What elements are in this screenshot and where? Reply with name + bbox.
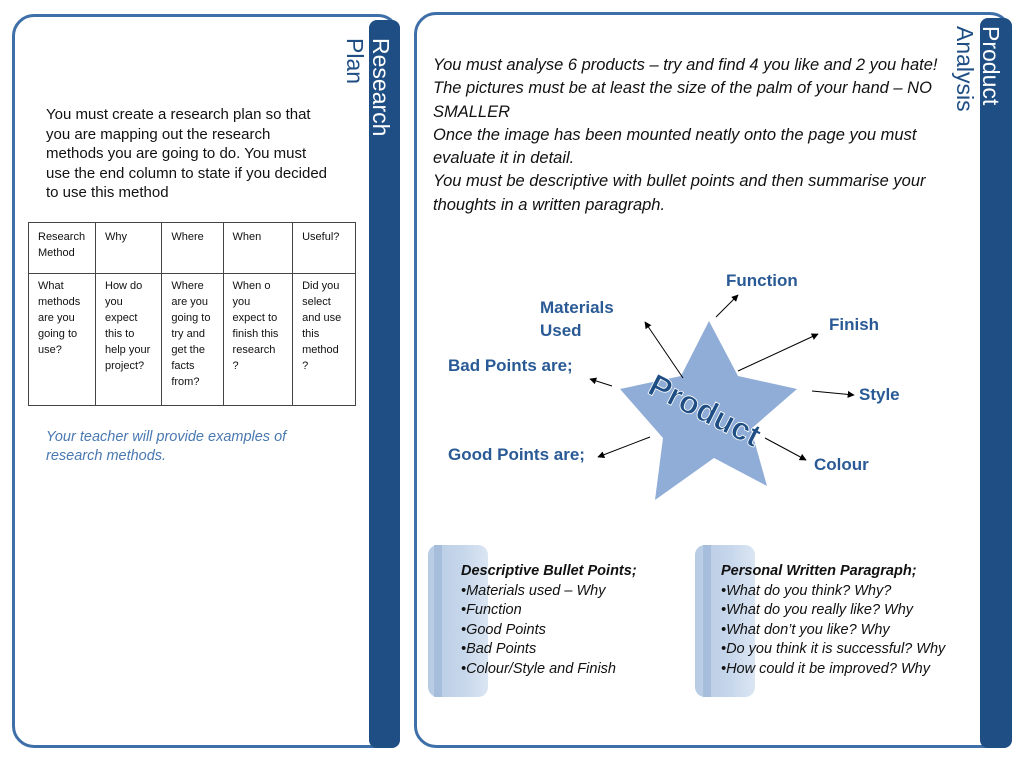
list-item: •Colour/Style and Finish xyxy=(461,660,616,677)
label-style: Style xyxy=(859,385,900,404)
label-finish: Finish xyxy=(829,315,880,334)
arrow-colour xyxy=(765,438,806,460)
table-header-cell: When xyxy=(223,223,293,274)
list-item: •Good Points xyxy=(461,621,546,638)
descriptive-bullets-list xyxy=(461,562,691,679)
list-item: •Materials used – Why xyxy=(461,582,606,599)
table-cell: When o you expect to finish this research ? xyxy=(223,274,293,406)
label-colour: Colour xyxy=(814,455,869,474)
table-row xyxy=(29,274,356,406)
list-item: •What do you think? Why? xyxy=(721,582,892,599)
arrow-good-points xyxy=(598,437,650,457)
list-item: •Do you think it is successful? Why xyxy=(721,641,946,657)
book-spine-decoration xyxy=(703,545,711,697)
product-analysis-intro xyxy=(433,54,938,217)
research-plan-title xyxy=(342,38,394,208)
list-title: Personal Written Paragraph; xyxy=(721,563,917,579)
arrow-style xyxy=(812,391,854,395)
arrow-bad-points xyxy=(590,379,612,386)
research-plan-title-line-1: Research xyxy=(368,38,394,137)
research-plan-title-line-2: Plan xyxy=(342,38,368,85)
research-plan-table xyxy=(28,222,356,406)
table-header-cell: Research Method xyxy=(29,223,96,274)
label-materials-line-2: Used xyxy=(540,321,582,340)
star-center-label: Product xyxy=(642,366,768,454)
written-paragraph-list xyxy=(721,562,991,679)
list-item: •What don’t you like? Why xyxy=(721,621,890,638)
product-analysis-title-line-1: Product xyxy=(978,26,1004,106)
table-header-cell: Why xyxy=(96,223,162,274)
table-header-cell: Useful? xyxy=(293,223,356,274)
table-cell: What methods are you going to use? xyxy=(29,274,96,406)
intro-paragraph: You must analyse 6 products – try and find 4 you like and 2 you hate! The pictures must be at least the size of the palm of your hand – NO SMALLER xyxy=(433,56,938,121)
teacher-note: Your teacher will provide examples of research methods. xyxy=(46,429,287,464)
table-header-row xyxy=(29,223,356,274)
intro-paragraph: Once the image has been mounted neatly onto the page you must evaluate it in detail. xyxy=(433,125,917,168)
book-spine-decoration xyxy=(434,545,442,697)
research-plan-intro: You must create a research plan so that you are mapping out the research methods you are going to do. You must use the end column to state if you decided to use this method xyxy=(46,106,328,201)
table-cell: How do you expect this to help your project? xyxy=(96,274,162,406)
table-header-cell: Where xyxy=(162,223,223,274)
product-analysis-title xyxy=(952,26,1004,196)
table-cell: Did you select and use this method ? xyxy=(293,274,356,406)
intro-paragraph: You must be descriptive with bullet points and then summarise your thoughts in a written paragraph. xyxy=(433,172,926,214)
label-materials-line-1: Materials xyxy=(540,298,614,317)
arrow-function xyxy=(716,295,738,317)
table-cell: Where are you going to try and get the facts from? xyxy=(162,274,223,406)
label-bad-points: Bad Points are; xyxy=(448,356,573,375)
list-item: •What do you really like? Why xyxy=(721,602,914,618)
arrow-finish xyxy=(738,334,818,371)
list-item: •Bad Points xyxy=(461,641,537,657)
label-function: Function xyxy=(726,271,798,290)
label-good-points: Good Points are; xyxy=(448,445,585,464)
list-item: •How could it be improved? Why xyxy=(721,660,930,677)
list-title: Descriptive Bullet Points; xyxy=(461,563,637,579)
list-item: •Function xyxy=(461,602,522,618)
product-analysis-title-line-2: Analysis xyxy=(952,26,978,112)
